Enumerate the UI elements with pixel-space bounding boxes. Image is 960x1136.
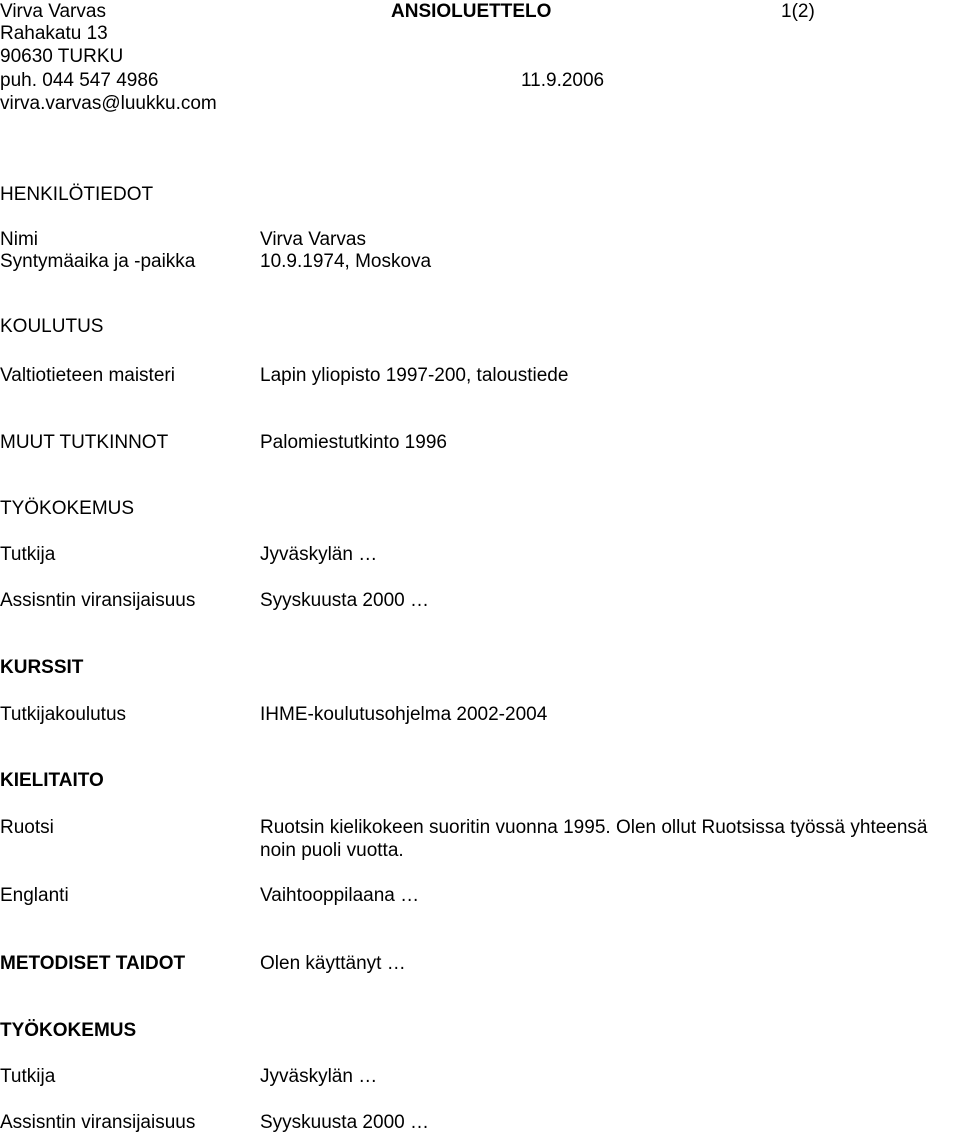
personal-label-birth: Syntymäaika ja -paikka — [0, 251, 196, 272]
work2-label-assistant: Assisntin viransijaisuus — [0, 1112, 196, 1133]
header-name: Virva Varvas — [0, 1, 106, 22]
other-degrees-value: Palomiestutkinto 1996 — [260, 432, 447, 453]
work2-value-researcher: Jyväskylän … — [260, 1066, 378, 1087]
document-date: 11.9.2006 — [521, 70, 605, 91]
work-label-assistant: Assisntin viransijaisuus — [0, 590, 196, 611]
header-phone: puh. 044 547 4986 — [0, 70, 159, 91]
work2-label-researcher: Tutkija — [0, 1066, 56, 1087]
section-heading-languages: KIELITAITO — [0, 770, 104, 791]
section-heading-other-degrees: MUUT TUTKINNOT — [0, 432, 169, 453]
header-postal: 90630 TURKU — [0, 46, 124, 67]
work-label-researcher: Tutkija — [0, 544, 56, 565]
header-email: virva.varvas@luukku.com — [0, 93, 217, 114]
personal-value-name: Virva Varvas — [260, 229, 366, 250]
section-heading-education: KOULUTUS — [0, 316, 104, 337]
methods-value: Olen käyttänyt … — [260, 953, 406, 974]
education-label: Valtiotieteen maisteri — [0, 365, 175, 386]
section-heading-work: TYÖKOKEMUS — [0, 498, 135, 519]
section-heading-work-2: TYÖKOKEMUS — [0, 1020, 137, 1041]
languages-label-swedish: Ruotsi — [0, 817, 54, 838]
personal-label-name: Nimi — [0, 229, 38, 250]
section-heading-courses: KURSSIT — [0, 657, 84, 678]
work-value-researcher: Jyväskylän … — [260, 544, 378, 565]
courses-value: IHME-koulutusohjelma 2002-2004 — [260, 704, 548, 725]
section-heading-methods: METODISET TAIDOT — [0, 953, 186, 974]
languages-value-english: Vaihtooppilaana … — [260, 885, 420, 906]
header-street: Rahakatu 13 — [0, 23, 108, 44]
languages-label-english: Englanti — [0, 885, 69, 906]
document-title: ANSIOLUETTELO — [391, 1, 552, 22]
personal-value-birth: 10.9.1974, Moskova — [260, 251, 432, 272]
section-heading-personal: HENKILÖTIEDOT — [0, 184, 154, 205]
work2-value-assistant: Syyskuusta 2000 … — [260, 1112, 429, 1133]
courses-label: Tutkijakoulutus — [0, 704, 127, 725]
page-number: 1(2) — [781, 1, 815, 22]
education-value: Lapin yliopisto 1997-200, taloustiede — [260, 365, 569, 386]
work-value-assistant: Syyskuusta 2000 … — [260, 590, 429, 611]
languages-value-swedish: Ruotsin kielikokeen suoritin vuonna 1995. Olen ollut Ruotsissa työssä yhteensä noin puoli vuotta. — [260, 817, 928, 861]
